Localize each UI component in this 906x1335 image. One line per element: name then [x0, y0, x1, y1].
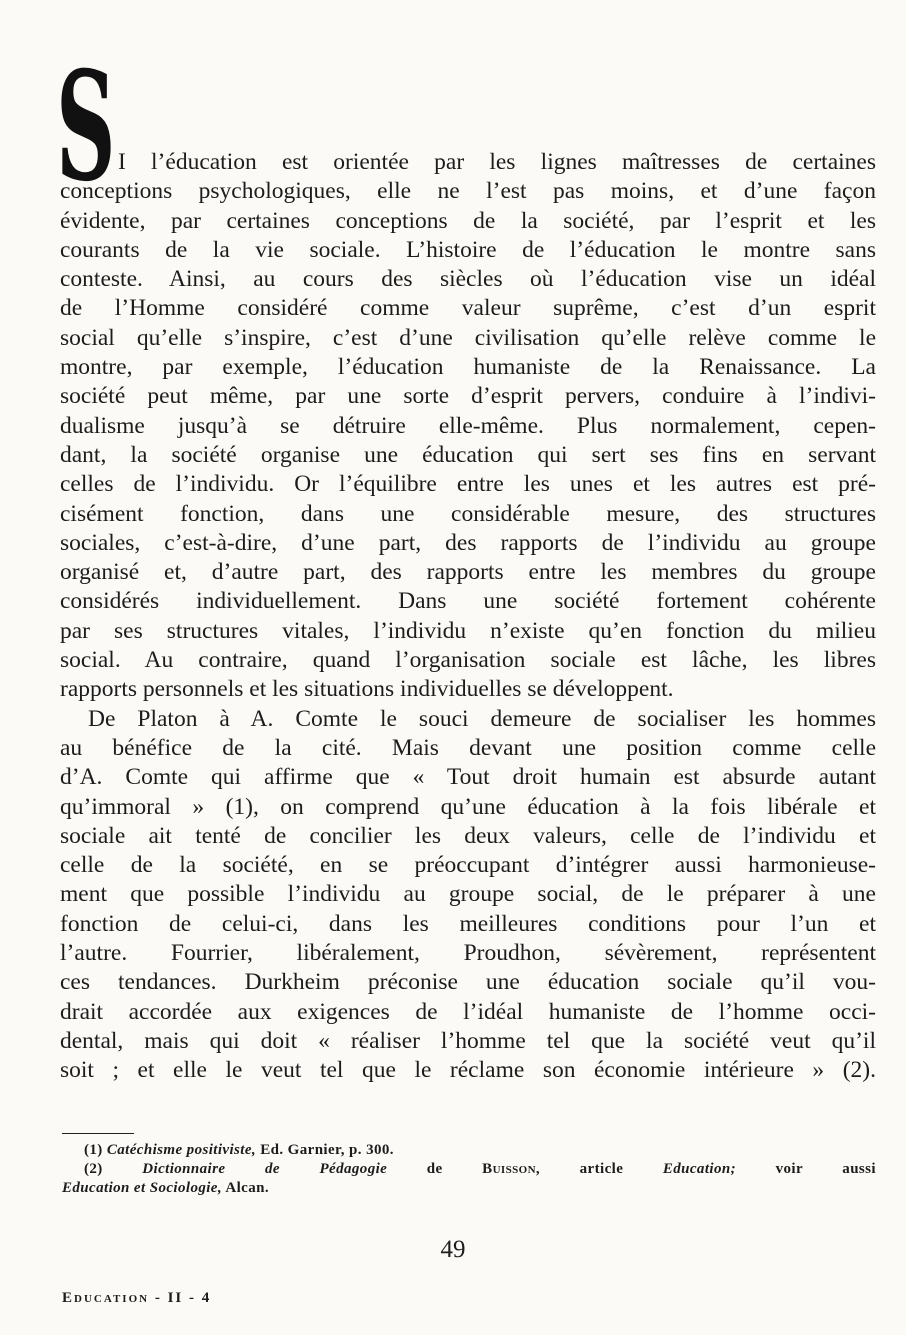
text-line: conceptions psychologiques, elle ne l’est pas moins, et d’une façon: [60, 178, 876, 205]
footnote-title: Education et Sociologie,: [62, 1180, 223, 1196]
text-line: société peut même, par une sorte d’esprit pervers, conduire à l’indivi-: [60, 383, 876, 410]
footnote-divider: [62, 1133, 134, 1134]
footnotes: [62, 1141, 876, 1198]
text-line: dental, mais qui doit « réaliser l’homme tel que la société veut qu’il: [60, 1027, 876, 1054]
text-line: organisé et, d’autre part, des rapports entre les membres du groupe: [60, 559, 876, 586]
text-line: ces tendances. Durkheim préconise une éducation sociale qu’il vou-: [60, 969, 876, 996]
text-line: courants de la vie sociale. L’histoire de l’éducation le montre sans: [60, 236, 876, 263]
footnote-author: Buisson,: [482, 1161, 541, 1177]
footnote-marker: (1): [84, 1142, 103, 1158]
footnote-text: article: [579, 1161, 624, 1177]
running-footer: Education - II - 4: [62, 1290, 212, 1306]
text-line: de l’Homme considéré comme valeur suprême, c’est d’un esprit: [60, 295, 876, 322]
text-line: I l’éducation est orientée par les lignes maîtresses de certaines: [118, 149, 876, 175]
footnote-text: voir aussi: [775, 1161, 876, 1177]
text-line: au bénéfice de la cité. Mais devant une position comme celle: [60, 734, 876, 761]
body-text: [60, 148, 876, 1086]
text-line: rapports personnels et les situations individuelles se développent.: [60, 676, 674, 703]
footnote-title: Catéchisme positiviste,: [106, 1142, 257, 1158]
paragraph-2: [60, 705, 876, 1086]
paragraph-1: [60, 148, 876, 705]
footnote-2: [62, 1160, 876, 1179]
text-line: considérés individuellement. Dans une société fortement cohérente: [60, 588, 876, 615]
text-line: ment que possible l’individu au groupe social, de le préparer à une: [60, 881, 876, 908]
footnote-text: Alcan.: [225, 1180, 270, 1196]
drop-cap: S: [56, 39, 116, 215]
text-line: montre, par exemple, l’éducation humaniste de la Renaissance. La: [60, 354, 876, 381]
footnote-text: Ed. Garnier, p. 300.: [260, 1142, 394, 1158]
text-line: évidente, par certaines conceptions de la société, par l’esprit et les: [60, 207, 876, 234]
footnote-title: Dictionnaire de Pédagogie: [142, 1161, 388, 1177]
text-line: soit ; et elle le veut tel que le réclame son économie intérieure » (2).: [60, 1057, 876, 1084]
text-line: fonction de celui-ci, dans les meilleures conditions pour l’un et: [60, 910, 876, 937]
page-number: 49: [440, 1236, 466, 1263]
text-line: conteste. Ainsi, au cours des siècles où l’éducation vise un idéal: [60, 266, 876, 293]
text-line: par ses structures vitales, l’individu n’existe qu’en fonction du milieu: [60, 617, 876, 644]
text-line: d’A. Comte qui affirme que « Tout droit humain est absurde autant: [60, 764, 876, 791]
footnote-2-continuation: [62, 1179, 876, 1198]
text-line: sociales, c’est-à-dire, d’une part, des rapports de l’individu au groupe: [60, 529, 876, 556]
text-line: qu’immoral » (1), on comprend qu’une éducation à la fois libérale et: [60, 793, 876, 820]
text-line: l’autre. Fourrier, libéralement, Proudhon, sévèrement, représentent: [60, 940, 876, 967]
footnote-article-title: Education;: [662, 1161, 737, 1177]
text-line: social qu’elle s’inspire, c’est d’une civilisation qu’elle relève comme le: [60, 324, 876, 351]
footnote-1: [62, 1141, 876, 1160]
text-line: drait accordée aux exigences de l’idéal humaniste de l’homme occi-: [60, 998, 876, 1025]
text-line: sociale ait tenté de concilier les deux valeurs, celle de l’individu et: [60, 822, 876, 849]
text-line: celles de l’individu. Or l’équilibre entre les unes et les autres est pré-: [60, 471, 876, 498]
text-line: celle de la société, en se préoccupant d’intégrer aussi harmonieuse-: [60, 852, 876, 879]
footnote-text: de: [426, 1161, 443, 1177]
text-line: dualisme jusqu’à se détruire elle-même. Plus normalement, cepen-: [60, 412, 876, 439]
text-line: De Platon à A. Comte le souci demeure de socialiser les hommes: [88, 705, 876, 732]
text-line: social. Au contraire, quand l’organisation sociale est lâche, les libres: [60, 647, 876, 674]
text-line: dant, la société organise une éducation qui sert ses fins en servant: [60, 441, 876, 468]
footnote-marker: (2): [84, 1161, 103, 1177]
text-line: cisément fonction, dans une considérable mesure, des structures: [60, 500, 876, 527]
